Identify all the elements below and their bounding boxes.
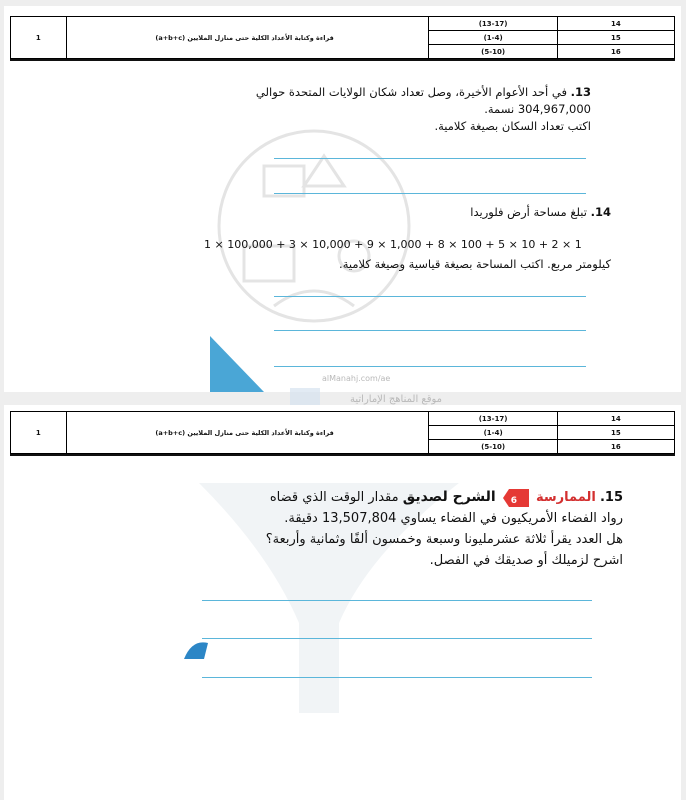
- index-cell: 16: [557, 440, 674, 454]
- watermark-arabic: موقع المناهج الإماراتية: [350, 394, 443, 405]
- question-text: 304,967,000 نسمة.: [484, 102, 591, 116]
- range-cell: (1-4): [429, 31, 557, 45]
- question-text: تبلغ مساحة أرض فلوريدا: [470, 205, 587, 219]
- practice-badge: [503, 489, 529, 507]
- answer-line[interactable]: [274, 366, 586, 367]
- question-number: 13.: [570, 85, 591, 99]
- index-cell: 14: [557, 412, 674, 426]
- range-cell: (13-17): [429, 412, 557, 426]
- header-table: [10, 16, 675, 59]
- question-number: 15.: [599, 490, 623, 505]
- header-underline: [10, 59, 675, 61]
- skill-cell: قراءة وكتابة الأعداد الكلية حتى منازل الملايين (a+b+c): [66, 412, 429, 454]
- count-cell: 1: [11, 412, 67, 454]
- question-text: كيلومتر مربع. اكتب المساحة بصيغة قياسية وصيغة كلامية.: [339, 257, 611, 271]
- answer-line[interactable]: [202, 677, 592, 678]
- answer-line[interactable]: [274, 296, 586, 297]
- index-cell: 15: [557, 426, 674, 440]
- watermark-site: alManahj.com/ae: [322, 374, 391, 383]
- question-text: اشرح لزميلك أو صديقك في الفصل.: [429, 553, 623, 568]
- range-cell: (5-10): [429, 45, 557, 59]
- practice-label: الممارسة: [536, 490, 596, 505]
- question-text: رواد الفضاء الأمريكيون في الفضاء يساوي 13,507,804 دقيقة.: [284, 511, 623, 526]
- worksheet-page-1: [4, 6, 681, 392]
- badge-number: 6: [510, 495, 517, 506]
- question-text: اكتب تعداد السكان بصيغة كلامية.: [434, 119, 591, 133]
- question-15: [183, 487, 623, 571]
- answer-line[interactable]: [274, 158, 586, 159]
- skill-cell: قراءة وكتابة الأعداد الكلية حتى منازل الملايين (a+b+c): [66, 17, 429, 59]
- answer-line[interactable]: [274, 193, 586, 194]
- explain-label: الشرح لصديق: [402, 489, 496, 505]
- answer-line[interactable]: [202, 600, 592, 601]
- worksheet-page-2: [4, 405, 681, 800]
- corner-triangle: [210, 336, 264, 392]
- header-table: [10, 411, 675, 454]
- question-text: في أحد الأعوام الأخيرة، وصل تعداد شكان الولايات المتحدة حوالي: [255, 85, 567, 99]
- question-13: [171, 84, 591, 135]
- partial-logo-icon: [182, 637, 212, 663]
- range-cell: (5-10): [429, 440, 557, 454]
- header-underline: [10, 454, 675, 456]
- range-cell: (1-4): [429, 426, 557, 440]
- range-cell: (13-17): [429, 17, 557, 31]
- question-text: هل العدد يقرأ ثلاثة عشرمليونا وسبعة وخمسون ألفًا وثمانية وأربعة؟: [265, 532, 623, 547]
- count-cell: 1: [11, 17, 67, 59]
- expanded-form-expression: 1 × 100,000 + 3 × 10,000 + 9 × 1,000 + 8 × 100 + 5 × 10 + 2 × 1: [204, 238, 582, 251]
- question-14-title: [311, 204, 611, 221]
- answer-line[interactable]: [274, 330, 586, 331]
- question-number: 14.: [590, 205, 611, 219]
- index-cell: 16: [557, 45, 674, 59]
- question-text: مقدار الوقت الذي قضاه: [269, 490, 399, 505]
- index-cell: 15: [557, 31, 674, 45]
- answer-line[interactable]: [202, 638, 592, 639]
- index-cell: 14: [557, 17, 674, 31]
